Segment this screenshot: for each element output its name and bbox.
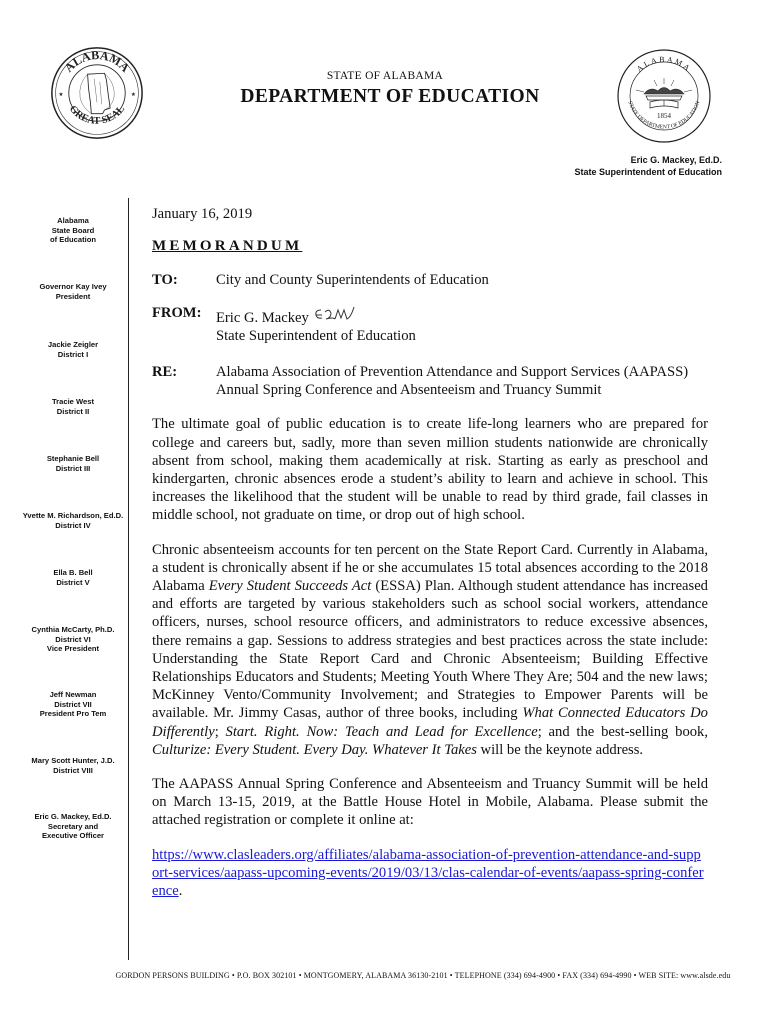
re-line	[152, 363, 708, 399]
board-member: Governor Kay Ivey President	[39, 282, 107, 301]
superintendent-name: Eric G. Mackey, Ed.D.	[630, 155, 722, 165]
state-title: STATE OF ALABAMA	[326, 70, 444, 82]
signature-initials-image	[313, 304, 357, 326]
from-line	[152, 304, 708, 345]
svg-text:1854: 1854	[657, 112, 671, 120]
footer-address: GORDON PERSONS BUILDING • P.O. BOX 302101 • MONTGOMERY, ALABAMA 36130-2101 • TELEPHONE (334) 694-4900 • FAX (334) 694-4990 • WEB SITE: www.alsde.edu	[115, 971, 731, 980]
registration-link-line: https://www.clasleaders.org/affiliates/alabama-association-of-prevention-attendance-and-support-services/aapass-upcoming-events/2019/03/13/clas-calendar-of-events/aapass-spring-conference.	[152, 846, 704, 900]
memo-date: January 16, 2019	[152, 206, 253, 222]
board-member: Ella B. Bell District V	[53, 568, 93, 587]
re-label: RE:	[152, 364, 178, 381]
to-value: City and County Superintendents of Education	[216, 272, 489, 289]
paragraph-1: The ultimate goal of public education is to create life-long learners who are prepared for college and careers but, sadly, more than seven million students nationwide are chronically absent from school, making them academically at risk. Starting as early as preschool and kindergarten, chronic absences erode a student’s ability to learn and achieve in school. This increases the likelihood that the student will be unable to read by third grade, fail classes in middle school, not graduate on time, or drop out of high school.	[152, 416, 708, 524]
from-label: FROM:	[152, 304, 202, 321]
board-member: Tracie West District II	[51, 397, 95, 416]
registration-link[interactable]: https://www.clasleaders.org/affiliates/alabama-association-of-prevention-attendance-and-support-services/aapass-upcoming-events/2019/03/13/clas-calendar-of-events/aapass-spring-conference	[152, 846, 704, 900]
svg-text:★: ★	[130, 91, 136, 98]
memo-body	[152, 205, 708, 916]
from-title: State Superintendent of Education	[216, 327, 416, 344]
re-line-1: Alabama Association of Prevention Attendance and Support Services (AAPASS)	[216, 364, 689, 381]
board-member: Mary Scott Hunter, J.D. District VIII	[31, 756, 115, 775]
paragraph-3: The AAPASS Annual Spring Conference and Absenteeism and Truancy Summit will be held on March 13-15, 2019, at the Battle House Hotel in Mobile, Alabama. Please submit the attached registration or complete it online at:	[152, 776, 708, 829]
superintendent-block	[574, 154, 722, 178]
svg-text:★: ★	[58, 91, 64, 98]
svg-text:ALABAMA: ALABAMA	[634, 54, 694, 74]
board-member: Jackie Zeigler District I	[47, 340, 99, 359]
svg-text:ALABAMA: ALABAMA	[61, 48, 133, 75]
department-title: DEPARTMENT OF EDUCATION	[240, 86, 540, 107]
board-header: Alabama State Board of Education	[50, 216, 96, 244]
to-label: TO:	[152, 272, 178, 289]
superintendent-title: State Superintendent of Education	[574, 167, 722, 177]
to-line	[152, 271, 708, 289]
svg-text:GREAT SEAL: GREAT SEAL	[66, 103, 128, 127]
board-member: Eric G. Mackey, Ed.D. Secretary and Executive Officer	[34, 812, 112, 840]
board-member: Yvette M. Richardson, Ed.D. District IV	[22, 511, 124, 530]
board-member: Cynthia McCarty, Ph.D. District VI Vice President	[31, 625, 115, 653]
board-member: Jeff Newman District VII President Pro Tem	[39, 690, 107, 718]
board-member: Stephanie Bell District III	[46, 454, 100, 473]
svg-text:STATE DEPARTMENT OF EDUCATION: STATE DEPARTMENT OF EDUCATION	[626, 100, 702, 131]
memo-heading: MEMORANDUM	[152, 238, 303, 255]
from-name: Eric G. Mackey	[216, 309, 309, 326]
re-line-2: Annual Spring Conference and Absenteeism and Truancy Summit	[216, 382, 602, 399]
paragraph-2: Chronic absenteeism accounts for ten percent on the State Report Card. Currently in Alabama, a student is chronically absent if he or she accumulates 15 total absences according to the 2018 Alabama Every Student Succeeds Act (ESSA) Plan. Although student attendance has increased and efforts are targeted by various stakeholders such as school social workers, attendance officers, nurses, school resource officers, and administrators to reduce excessive absences, there remains a gap. Sessions to address strategies and best practices across the state include: Understanding the State Report Card and Chronic Absenteeism; Building Effective Relationships Educators and Students; Meeting Youth Where They Are; 504 and the new laws; McKinney Vento/Community Involvement; and Strategies to Empower Parents will be available. Mr. Jimmy Casas, author of three books, including What Connected Educators Do Differently; Start. Right. Now: Teach and Lead for Excellence; and the best-selling book, Culturize: Every Student. Every Day. Whatever It Takes will be the keynote address.	[152, 541, 708, 758]
